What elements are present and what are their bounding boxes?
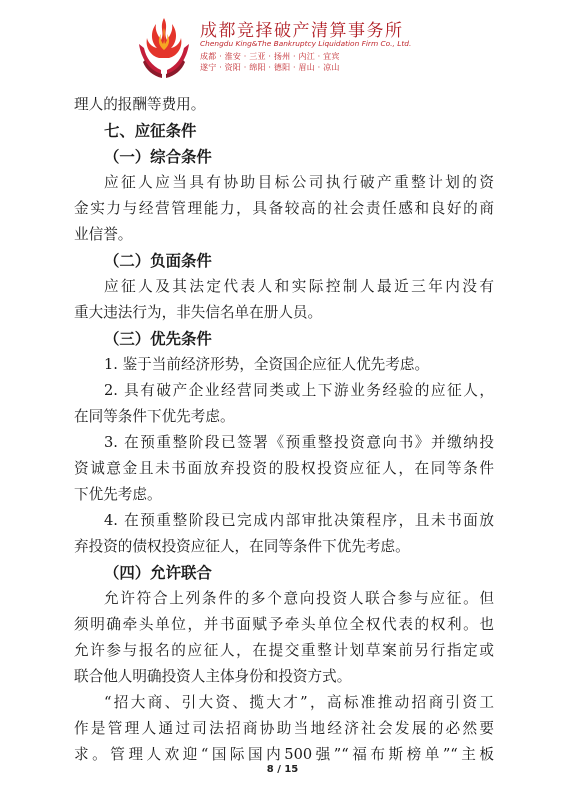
paragraph-line: 应征人及其法定代表人和实际控制人最近三年内没有 (104, 278, 494, 295)
paragraph-line: “招大商、引大资、揽大才”，高标准推动招商引资工 (104, 694, 494, 711)
subsection-heading-priority: （三）优先条件 (104, 330, 212, 348)
subsection-heading-negative: （二）负面条件 (104, 252, 212, 270)
office-cities-line-1: 成都 · 淮安 · 三亚 · 扬州 · 内江 · 宜宾 (200, 52, 340, 61)
paragraph-line: 须明确牵头单位，并书面赋予牵头单位全权代表的权利。也 (74, 616, 494, 633)
list-item: 2. 具有破产企业经营同类或上下游业务经验的应征人， (104, 382, 494, 399)
flame-hands-logo-icon (135, 14, 193, 80)
subsection-heading-general: （一）综合条件 (104, 148, 212, 166)
paragraph-line: 联合他人明确投资人主体身份和投资方式。 (74, 668, 352, 685)
paragraph-line: 资诚意金且未书面放弃投资的股权投资应征人，在同等条件 (74, 460, 494, 477)
paragraph-line: 业信誉。 (74, 226, 133, 243)
page-number: 8 / 15 (266, 764, 299, 775)
paragraph-line: 金实力与经营管理能力，具备较高的社会责任感和良好的商 (74, 200, 494, 217)
paragraph-line: 应征人应当具有协助目标公司执行破产重整计划的资 (104, 174, 494, 191)
letterhead (0, 0, 565, 86)
paragraph-line: 允许参与报名的应征人，在提交重整计划草案前另行指定或 (74, 642, 494, 659)
paragraph-line: 弃投资的债权投资应征人，在同等条件下优先考虑。 (74, 538, 410, 555)
list-item: 1. 鉴于当前经济形势，全资国企应征人优先考虑。 (104, 356, 430, 373)
paragraph-line: 作是管理人通过司法招商协助当地经济社会发展的必然要 (74, 720, 494, 737)
paragraph-line: 求。管理人欢迎“国际国内500强”“福布斯榜单”“主板 (74, 746, 494, 763)
paragraph-line: 理人的报酬等费用。 (74, 96, 206, 113)
firm-name: 成都竞择破产清算事务所 (200, 21, 404, 41)
subsection-heading-joint: （四）允许联合 (104, 564, 212, 582)
section-heading: 七、应征条件 (104, 122, 197, 140)
list-item: 3. 在预重整阶段已签署《预重整投资意向书》并缴纳投 (104, 434, 494, 451)
list-item: 4. 在预重整阶段已完成内部审批决策程序，且未书面放 (104, 512, 494, 529)
paragraph-line: 允许符合上列条件的多个意向投资人联合参与应征。但 (104, 590, 494, 607)
office-cities-line-2: 遂宁 · 资阳 · 绵阳 · 德阳 · 眉山 · 凉山 (200, 63, 340, 72)
paragraph-line: 重大违法行为，非失信名单在册人员。 (74, 304, 323, 321)
firm-name-english: Chengdu King&The Bankruptcy Liquidation Firm Co., Ltd. (200, 39, 412, 48)
paragraph-line: 下优先考虑。 (74, 486, 162, 503)
paragraph-line: 在同等条件下优先考虑。 (74, 408, 235, 425)
document-body (74, 92, 494, 768)
